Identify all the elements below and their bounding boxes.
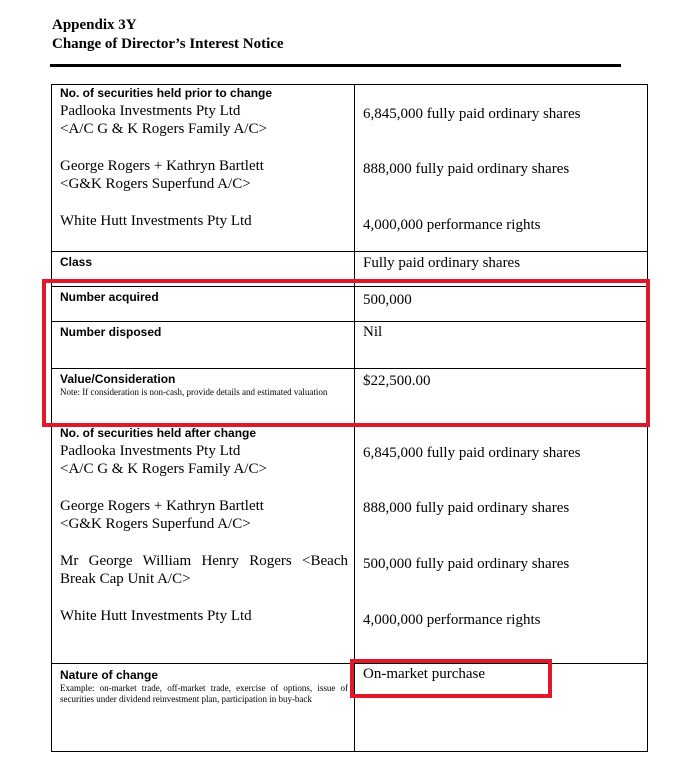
acquired-label: Number acquired	[60, 290, 159, 304]
after-amount-3: 500,000 fully paid ordinary shares	[363, 556, 570, 572]
consideration-label: Value/Consideration	[60, 372, 176, 386]
nature-value: On-market purchase	[363, 666, 486, 682]
after-holder-2: George Rogers + Kathryn Bartlett <G&K Rogers Superfund A/C>	[60, 498, 264, 532]
class-value: Fully paid ordinary shares	[363, 255, 521, 271]
nature-note: Example: on-market trade, off-market trade, exercise of options, issue of securities under dividend reinvestment plan, participation in buy-back	[60, 683, 348, 704]
consideration-note: Note: If consideration is non-cash, provide details and estimated valuation	[60, 387, 328, 397]
after-holder-1: Padlooka Investments Pty Ltd <A/C G & K Rogers Family A/C>	[60, 443, 267, 477]
consideration-value: $22,500.00	[363, 373, 431, 389]
after-amount-4: 4,000,000 performance rights	[363, 612, 541, 628]
after-amount-2: 888,000 fully paid ordinary shares	[363, 500, 570, 516]
acquired-value: 500,000	[363, 292, 412, 308]
after-holder-3: Mr George William Henry Rogers <Beach Break Cap Unit A/C>	[60, 553, 348, 587]
after-holder-4: White Hutt Investments Pty Ltd	[60, 608, 252, 624]
prior-amount-1: 6,845,000 fully paid ordinary shares	[363, 106, 581, 122]
appendix-heading: Appendix 3Y	[52, 17, 137, 33]
prior-holdings-label-cell	[52, 85, 355, 252]
after-amount-1: 6,845,000 fully paid ordinary shares	[363, 445, 581, 461]
after-holdings-label-cell	[52, 425, 355, 664]
nature-label: Nature of change	[60, 668, 159, 682]
class-label: Class	[60, 255, 93, 269]
document-header	[52, 16, 284, 54]
disposed-label: Number disposed	[60, 325, 162, 339]
prior-holder-1: Padlooka Investments Pty Ltd <A/C G & K Rogers Family A/C>	[60, 103, 267, 137]
notice-title: Change of Director’s Interest Notice	[52, 36, 284, 52]
prior-amount-3: 4,000,000 performance rights	[363, 217, 541, 233]
after-holdings-value-cell	[355, 425, 648, 664]
header-rule	[50, 64, 621, 67]
disposed-value: Nil	[363, 324, 383, 340]
prior-holdings-row	[52, 85, 648, 252]
highlight-box-nature	[350, 659, 552, 698]
highlight-box-transaction	[42, 279, 650, 427]
prior-amount-2: 888,000 fully paid ordinary shares	[363, 161, 570, 177]
after-holdings-label: No. of securities held after change	[60, 426, 257, 440]
prior-holdings-label: No. of securities held prior to change	[60, 86, 273, 100]
after-holdings-row	[52, 425, 648, 664]
prior-holder-2: George Rogers + Kathryn Bartlett <G&K Rogers Superfund A/C>	[60, 158, 264, 192]
prior-holdings-value-cell	[355, 85, 648, 252]
prior-holder-3: White Hutt Investments Pty Ltd	[60, 213, 252, 229]
